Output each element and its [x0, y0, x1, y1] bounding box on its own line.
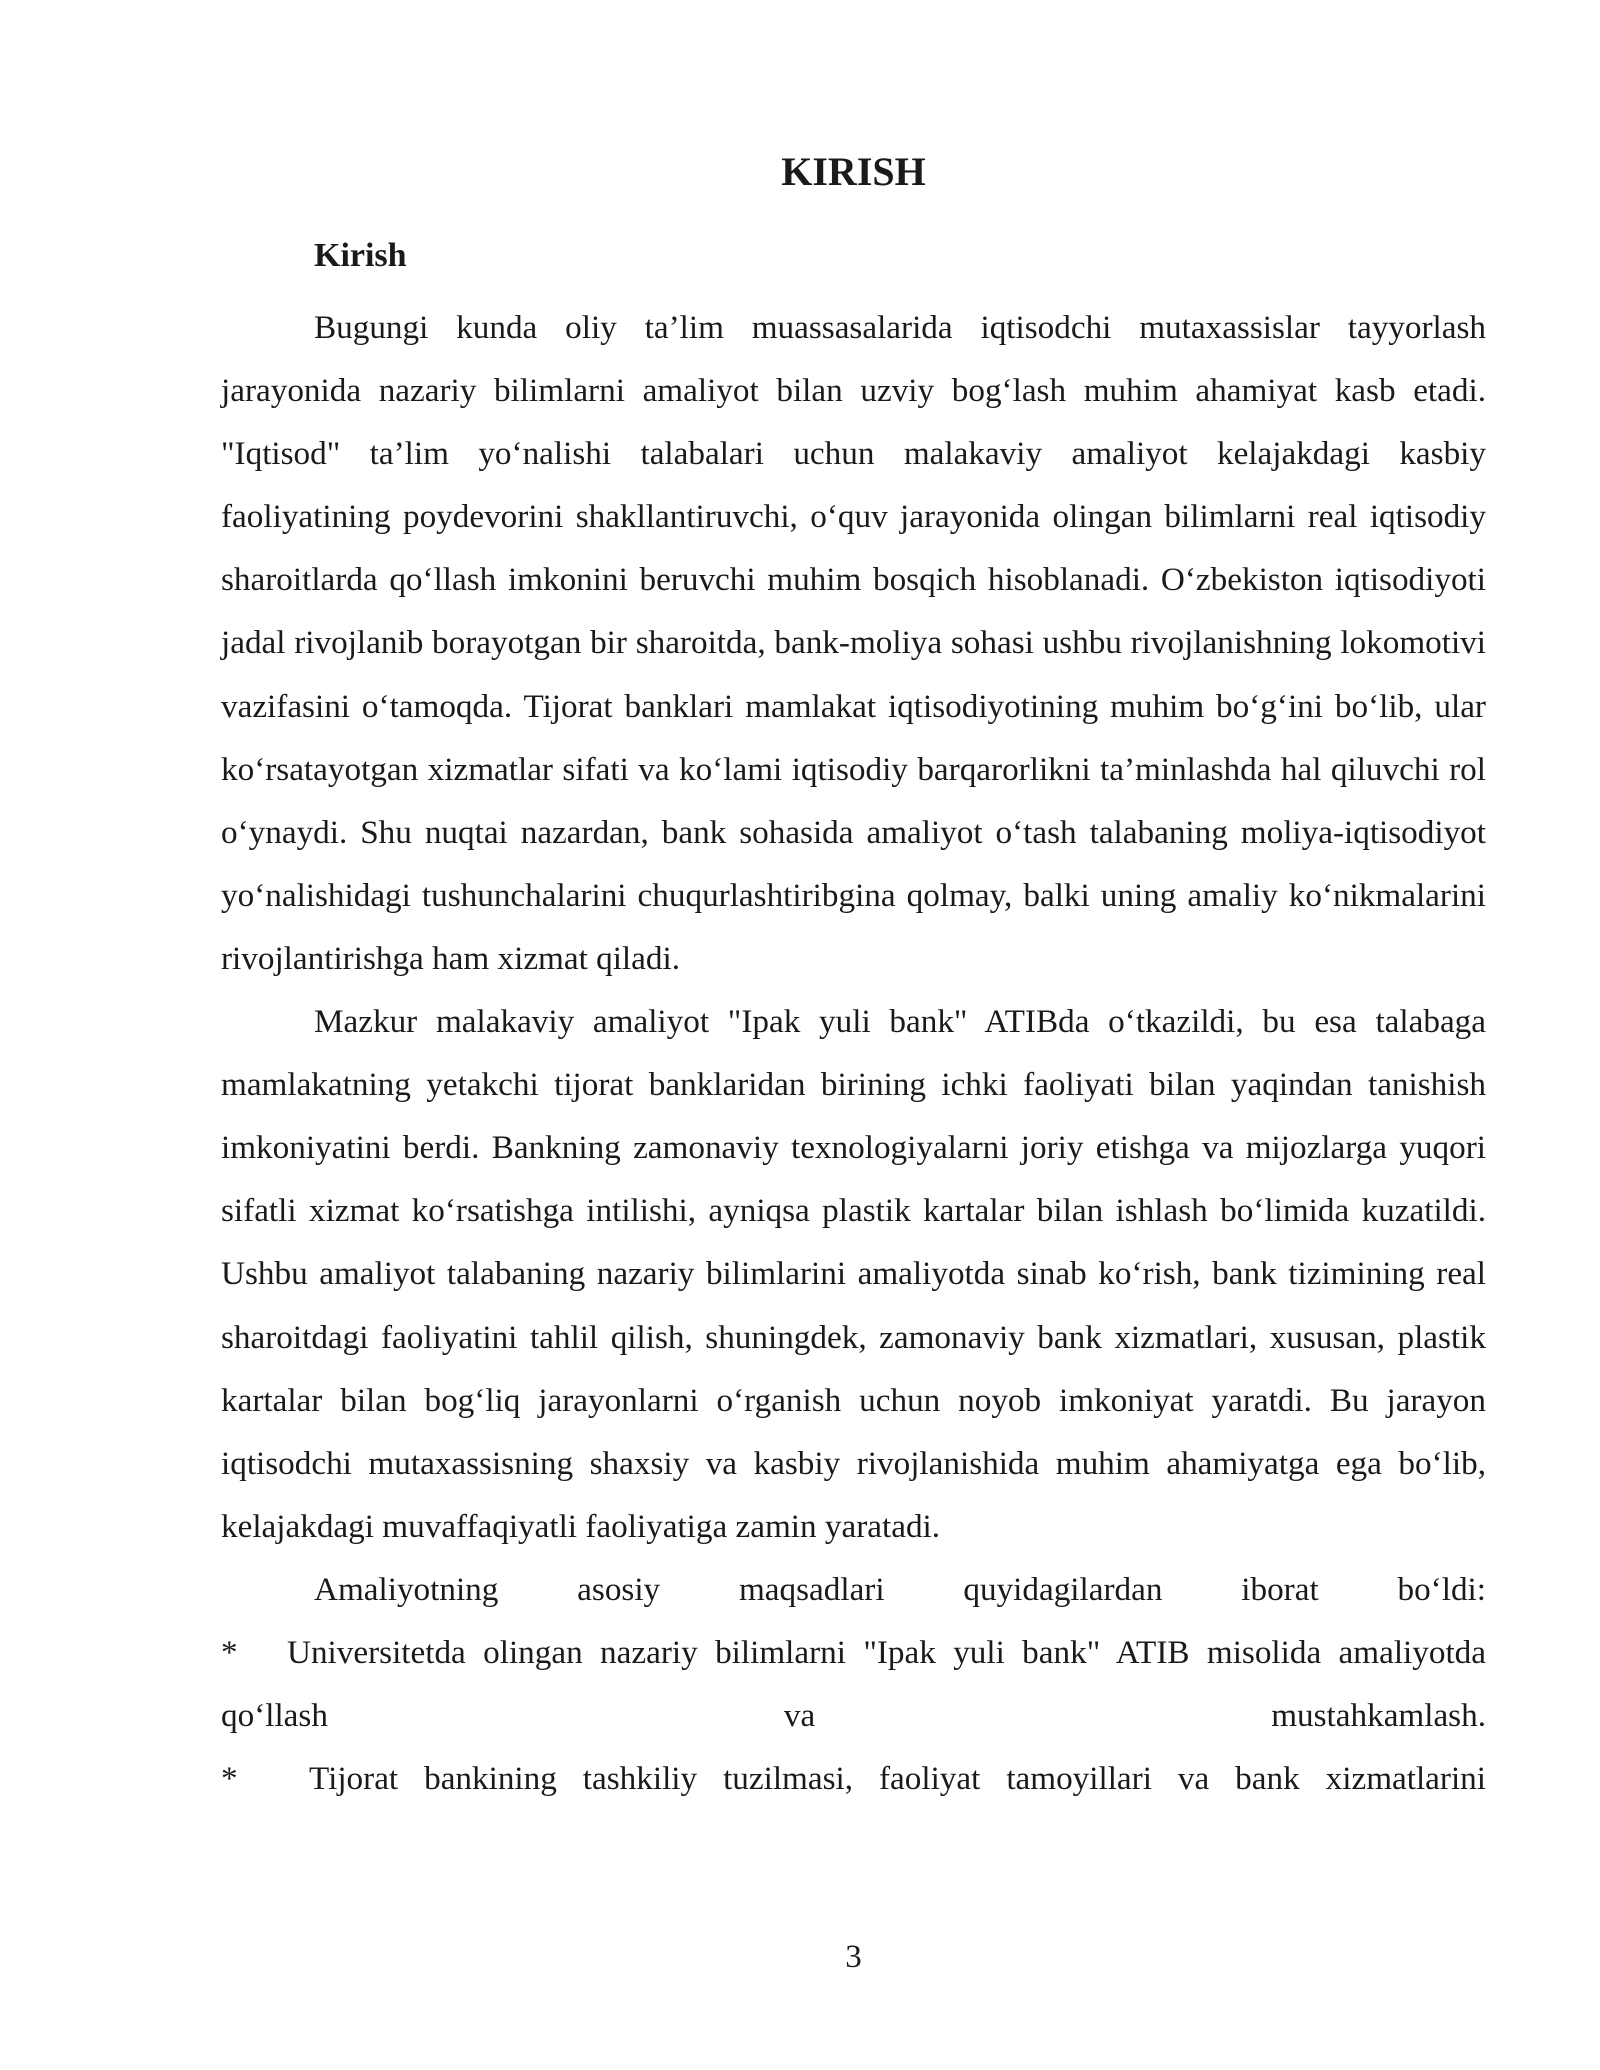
goals-intro: Amaliyotning asosiy maqsadlari quyidagilardan iborat bo‘ldi:	[314, 1570, 1486, 1608]
list-item-goal-1	[221, 1621, 1486, 1747]
paragraph-internship: Mazkur malakaviy amaliyot "Ipak yuli bank" ATIBda o‘tkazildi, bu esa talabaga mamlakatning yetakchi tijorat banklaridan birining ichki faoliyati bilan yaqindan tanishish imkoniyatini berdi. Bankning zamonaviy texnologiyalarni joriy etishga va mijozlarga yuqori sifatli xizmat ko‘rsatishga intilishi, ayniqsa plastik kartalar bilan ishlash bo‘limida kuzatildi. Ushbu amaliyot talabaning nazariy bilimlarini amaliyotda sinab ko‘rish, bank tizimining real sharoitdagi faoliyatini tahlil qilish, shuningdek, zamonaviy bank xizmatlari, xususan, plastik kartalar bilan bog‘liq jarayonlarni o‘rganish uchun noyob imkoniyat yaratdi. Bu jarayon iqtisodchi mutaxassisning shaxsiy va kasbiy rivojlanishida muhim ahamiyatga ega bo‘lib, kelajakdagi muvaffaqiyatli faoliyatiga zamin yaratadi.	[221, 1003, 1486, 1545]
bullet-marker: *	[221, 1633, 238, 1671]
section-subtitle: Kirish	[314, 237, 407, 274]
list-item-goal-2	[221, 1747, 1486, 1810]
page-title: KIRISH	[781, 149, 926, 194]
bullet-marker: *	[221, 1760, 238, 1798]
body-text	[221, 296, 1486, 1810]
list-item-text: Universitetda olingan nazariy bilimlarni "Ipak yuli bank" ATIB misolida amaliyotda qo‘llash va mustahkamlash.	[221, 1633, 1486, 1735]
page-number: 3	[845, 1939, 862, 1975]
document-page	[221, 0, 1486, 2070]
list-item-text: Tijorat bankining tashkiliy tuzilmasi, faoliyat tamoyillari va bank xizmatlarini	[309, 1760, 1486, 1798]
paragraph-intro: Bugungi kunda oliy ta’lim muassasalarida iqtisodchi mutaxassislar tayyorlash jarayonida nazariy bilimlarni amaliyot bilan uzviy bog‘lash muhim ahamiyat kasb etadi. "Iqtisod" ta’lim yo‘nalishi talabalari uchun malakaviy amaliyot kelajakdagi kasbiy faoliyatining poydevorini shakllantiruvchi, o‘quv jarayonida olingan bilimlarni real iqtisodiy sharoitlarda qo‘llash imkonini beruvchi muhim bosqich hisoblanadi. O‘zbekiston iqtisodiyoti jadal rivojlanib borayotgan bir sharoitda, bank-moliya sohasi ushbu rivojlanishning lokomotivi vazifasini o‘tamoqda. Tijorat banklari mamlakat iqtisodiyotining muhim bo‘g‘ini bo‘lib, ular ko‘rsatayotgan xizmatlar sifati va ko‘lami iqtisodiy barqarorlikni ta’minlashda hal qiluvchi rol o‘ynaydi. Shu nuqtai nazardan, bank sohasida amaliyot o‘tash talabaning moliya-iqtisodiyot yo‘nalishidagi tushunchalarini chuqurlashtiribgina qolmay, balki uning amaliy ko‘nikmalarini rivojlantirishga ham xizmat qiladi.	[221, 309, 1486, 977]
